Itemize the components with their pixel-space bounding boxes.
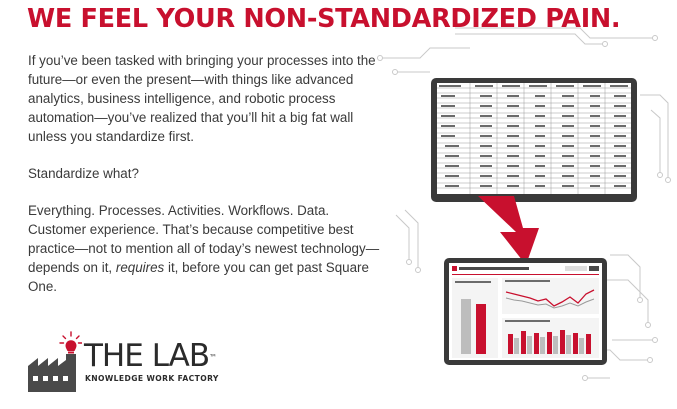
spreadsheet-monitor-icon (431, 78, 637, 202)
logo-tagline: KNOWLEDGE WORK FACTORY (85, 374, 219, 383)
logo-name (84, 339, 216, 373)
paragraph-3-emphasis: requires (115, 260, 165, 275)
headline: WE FEEL YOUR NON-STANDARDIZED PAIN. (27, 4, 621, 34)
factory-icon (26, 330, 82, 394)
dashboard-monitor-icon (444, 258, 607, 365)
the-lab-logo (26, 330, 236, 394)
paragraph-3-start: Everything. Processes. Activities. Workflows. Data. Customer experience. That’s because competitive best practice—not to mention all of today’s newest technology—depends on it, (28, 203, 380, 275)
paragraph-3-end: it, before you can get past Square One. (28, 260, 369, 294)
logo-trademark: ™ (209, 353, 217, 362)
paragraph-2-text: Standardize what? (28, 166, 139, 181)
paragraph-1-text: If you’ve been tasked with bringing your processes into the future—or even the present—with things like advanced analytics, business intelligence, and robotic process automation—you’ve realized that you’ll hit a big fat wall unless you standardize first. (28, 53, 376, 144)
logo-name-text: THE LAB (84, 338, 210, 374)
red-down-arrow-icon (478, 196, 539, 265)
